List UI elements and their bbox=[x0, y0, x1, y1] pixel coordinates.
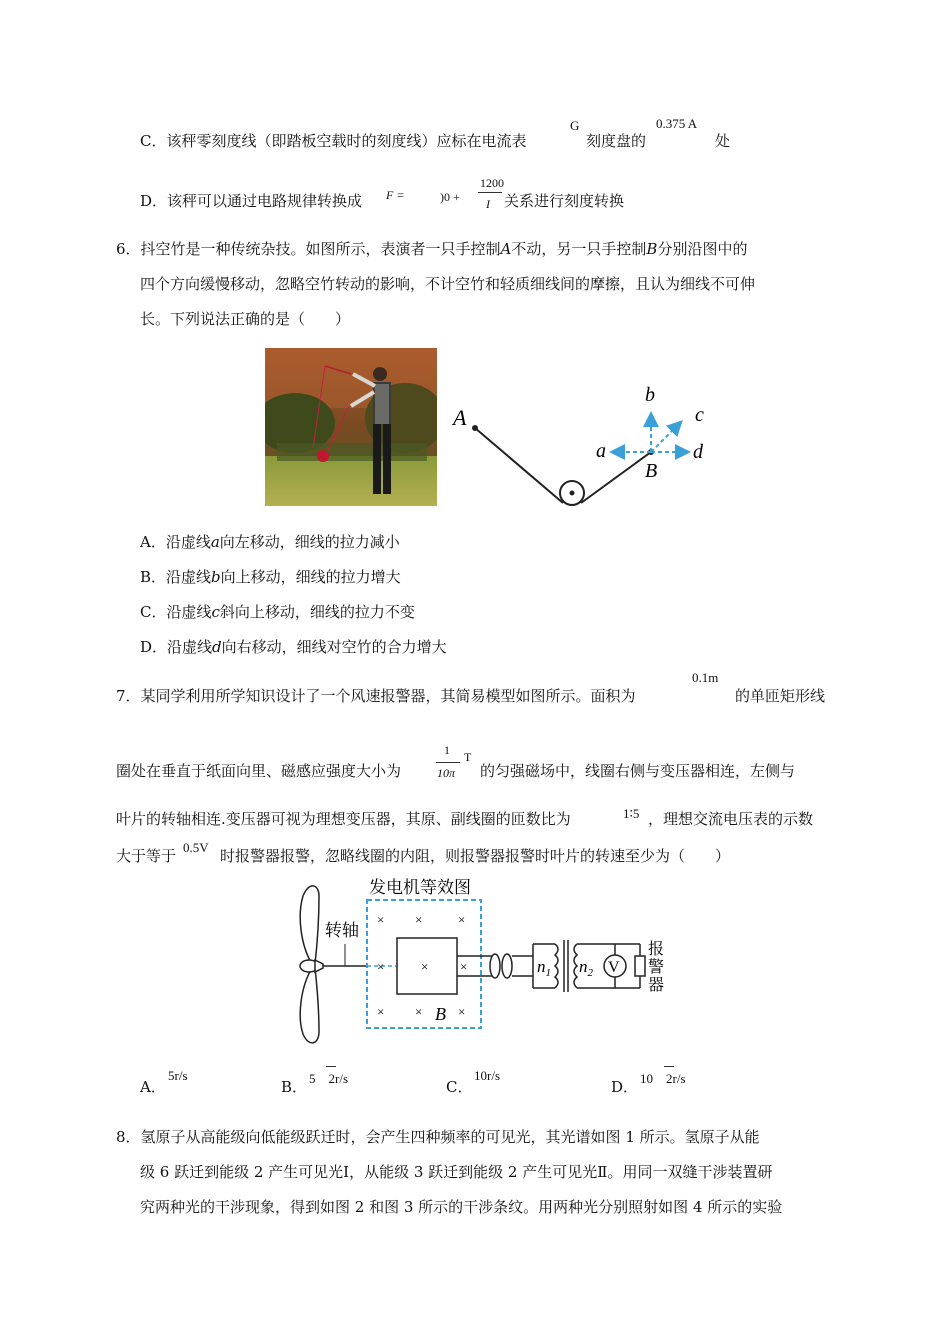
dir-a-label: a bbox=[596, 440, 606, 462]
field-cross: × bbox=[415, 1004, 423, 1019]
q6-option-a: A．沿虚线a向左移动，细线的拉力减小 bbox=[140, 533, 400, 551]
q5-d-denominator: I bbox=[486, 197, 490, 211]
q7-line3-a: 叶片的转轴相连.变压器可视为理想变压器，其原、副线圈的匝数比为 bbox=[116, 810, 571, 828]
q7-area: 0.1m bbox=[692, 670, 719, 685]
question-6-stem: 6．抖空竹是一种传统杂技。如图所示，表演者一只手控制A不动，另一只手控制B分别沿图中的 四个方向缓慢移动，忽略空竹转动的影响，不计空竹和轻质细线间的摩擦，且认为细线不可伸 长。下列说法正确的是（ ） bbox=[116, 240, 756, 328]
primary-turns-label: $n_1$ bbox=[537, 957, 551, 979]
q7-line4-a: 大于等于 bbox=[116, 847, 177, 865]
q5-d-fraction-bar bbox=[478, 192, 502, 193]
q7-option-d-label: D． bbox=[611, 1078, 639, 1096]
secondary-turns-label: $n_2$ bbox=[579, 957, 593, 979]
field-cross: × bbox=[458, 1004, 466, 1019]
field-cross: × bbox=[377, 912, 385, 927]
q7-unit-t: T bbox=[464, 750, 472, 764]
point-a-label: A bbox=[453, 405, 467, 430]
q5-option-c: C．该秤零刻度线（即踏板空载时的刻度线）应标在电流表 bbox=[140, 132, 527, 150]
rotation-axis-label: 转轴 bbox=[325, 921, 359, 940]
dir-b-label: b bbox=[645, 384, 655, 406]
field-cross: × bbox=[460, 959, 468, 974]
galvanometer-symbol: G bbox=[570, 118, 580, 133]
point-b-label: B bbox=[645, 460, 658, 482]
q5-option-d: D．该秤可以通过电路规律转换成 bbox=[140, 192, 363, 210]
field-cross: × bbox=[377, 959, 385, 974]
q5-c-suffix: 处 bbox=[715, 132, 731, 150]
q7-option-b-label: B． bbox=[281, 1078, 308, 1096]
q7-frac-num: 1 bbox=[444, 743, 450, 757]
q7-option-c-value: 10r/s bbox=[474, 1068, 500, 1083]
voltmeter-label: V bbox=[608, 959, 620, 976]
q6-option-c: C．沿虚线c斜向上移动，细线的拉力不变 bbox=[140, 603, 415, 621]
q7-option-d-value: 10 2r/s bbox=[640, 1071, 686, 1086]
field-b-label: B bbox=[435, 1004, 446, 1024]
generator-title: 发电机等效图 bbox=[369, 878, 471, 897]
alarm-label-1: 报 bbox=[648, 941, 665, 958]
sqrt-bar bbox=[664, 1066, 674, 1067]
alarm-device bbox=[635, 956, 645, 976]
diabolo-force-diagram bbox=[450, 375, 730, 515]
wind-alarm-circuit-diagram bbox=[285, 876, 685, 1051]
q5-c-middle: 刻度盘的 bbox=[586, 132, 647, 150]
q7-frac-den: 10π bbox=[437, 766, 456, 780]
q5-d-formula-mid: )0 + bbox=[440, 190, 460, 204]
sqrt-bar bbox=[326, 1066, 336, 1067]
q5-c-current: 0.375 A bbox=[656, 116, 698, 131]
q6-option-b: B．沿虚线b向上移动，细线的拉力增大 bbox=[140, 568, 401, 586]
field-cross: × bbox=[415, 912, 423, 927]
q7-option-b-value: 5 2r/s bbox=[309, 1071, 349, 1086]
q7-fraction-bar bbox=[436, 762, 460, 763]
q7-line3-b: ，理想交流电压表的示数 bbox=[648, 810, 814, 828]
q7-voltage: 0.5V bbox=[183, 840, 209, 855]
alarm-label-2: 警 bbox=[648, 959, 665, 976]
q7-ratio: 1∶5 bbox=[623, 806, 640, 821]
q5-d-numerator: 1200 bbox=[480, 176, 504, 190]
field-cross: × bbox=[421, 959, 429, 974]
dir-d-label: d bbox=[693, 441, 703, 463]
q6-option-d: D．沿虚线d向右移动，细线对空竹的合力增大 bbox=[140, 638, 447, 656]
field-cross: × bbox=[377, 1004, 385, 1019]
q5-d-formula-left: F = bbox=[386, 188, 405, 202]
q7-option-c-label: C． bbox=[446, 1078, 473, 1096]
diabolo-performer-photo bbox=[265, 348, 437, 506]
q7-line4-b: 时报警器报警，忽略线圈的内阻，则报警器报警时叶片的转速至少为（ ） bbox=[220, 847, 731, 865]
alarm-label-3: 器 bbox=[648, 977, 665, 994]
q7-line2-a: 圈处在垂直于纸面向里、磁感应强度大小为 bbox=[116, 762, 402, 780]
field-cross: × bbox=[458, 912, 466, 927]
question-8-stem: 8．氢原子从高能级向低能级跃迁时，会产生四种频率的可见光，其光谱如图 1 所示。氢原子从能 级 6 跃迁到能级 2 产生可见光Ⅰ，从能级 3 跃迁到能级 2 产生可见光Ⅱ。用同一双缝干涉装置研 究两种光的干涉现象，得到如图 2 和图 3 所示的干涉条纹。用两种光分别照射如图 4 所示的实验 bbox=[116, 1128, 783, 1216]
q7-line1-a: 7．某同学利用所学知识设计了一个风速报警器，其简易模型如图所示。面积为 bbox=[116, 687, 636, 705]
dir-c-label: c bbox=[695, 404, 704, 426]
q7-line2-b: 的匀强磁场中，线圈右侧与变压器相连，左侧与 bbox=[480, 762, 796, 780]
q7-line1-b: 的单匝矩形线 bbox=[735, 687, 826, 705]
q7-option-a-label: A． bbox=[140, 1078, 166, 1096]
q5-d-suffix: 关系进行刻度转换 bbox=[504, 192, 625, 210]
q7-option-a-value: 5r/s bbox=[168, 1068, 188, 1083]
